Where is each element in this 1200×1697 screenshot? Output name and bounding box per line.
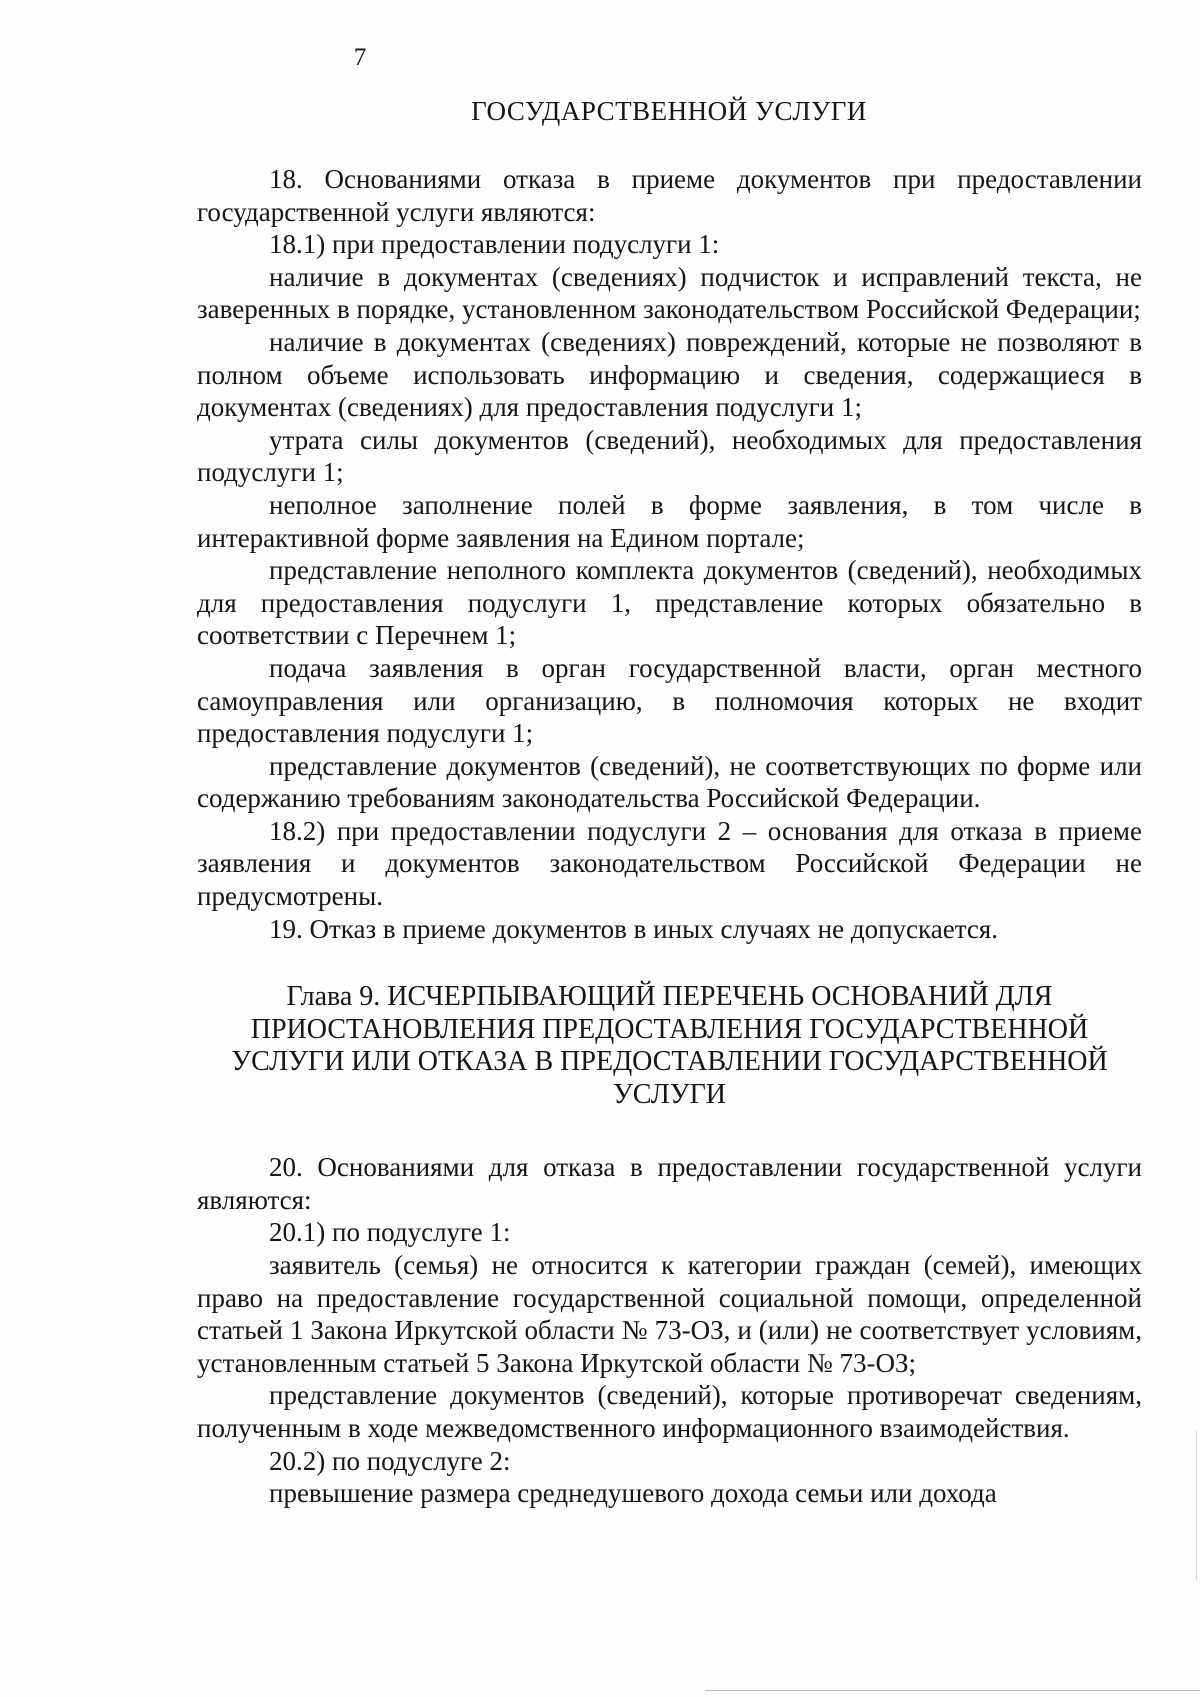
paragraph-19: 19. Отказ в приеме документов в иных случаях не допускается. bbox=[269, 913, 998, 944]
paragraph-18-1-item-4: неполное заполнение полей в форме заявления, в том числе в интерактивной форме заявления на Едином портале; bbox=[197, 489, 1142, 553]
section-title-continuation: ГОСУДАРСТВЕННОЙ УСЛУГИ bbox=[471, 96, 867, 126]
paragraph-18-1-item-6: подача заявления в орган государственной власти, орган местного самоуправления или организацию, в полномочия которых не входит предоставления подуслуги 1; bbox=[197, 652, 1142, 749]
paragraph-18-1-item-5: представление неполного комплекта документов (сведений), необходимых для предоставления подуслуги 1, представление которых обязательно в соответствии с Перечнем 1; bbox=[197, 555, 1142, 651]
paragraph-20-1: 20.1) по подуслуге 1: bbox=[269, 1217, 511, 1248]
page-number: 7 bbox=[353, 44, 367, 71]
paragraph-18-1-item-3: утрата силы документов (сведений), необходимых для предоставления подуслуги 1; bbox=[197, 424, 1142, 488]
paragraph-20-1-item-1: заявитель (семья) не относится к категории граждан (семей), имеющих право на предоставление государственной социальной помощи, определенной статьей 1 Закона Иркутской области № 73-ОЗ, и (или) не соответствует условиям, установленным статьей 5 Закона Иркутской области № 73-ОЗ; bbox=[197, 1250, 1142, 1378]
paragraph-20-2-item-1: превышение размера среднедушевого дохода семьи или дохода bbox=[269, 1478, 997, 1509]
scan-edge-line bbox=[705, 1690, 1200, 1691]
paragraph-20-2: 20.2) по подуслуге 2: bbox=[269, 1445, 511, 1476]
paragraph-18-1-item-1: наличие в документах (сведениях) подчисток и исправлений текста, не заверенных в порядке, установленном законодательством Российской Федерации; bbox=[197, 261, 1142, 325]
paragraph-18-1-item-7: представление документов (сведений), не соответствующих по форме или содержанию требованиям законодательства Российской Федерации. bbox=[197, 750, 1142, 814]
paragraph-18: 18. Основаниями отказа в приеме документов при предоставлении государственной услуги являются: bbox=[197, 164, 1142, 227]
paragraph-20-1-item-2: представление документов (сведений), которые противоречат сведениям, полученным в ходе межведомственного информационного взаимодействия. bbox=[197, 1380, 1142, 1443]
paragraph-18-1-item-2: наличие в документах (сведениях) повреждений, которые не позволяют в полном объеме использовать информацию и сведения, содержащиеся в документах (сведениях) для предоставления подуслуги 1; bbox=[197, 326, 1142, 423]
paragraph-20: 20. Основаниями для отказа в предоставлении государственной услуги являются: bbox=[197, 1152, 1142, 1215]
scan-edge-line-right bbox=[1196, 1430, 1197, 1580]
chapter-9-heading: Глава 9. ИСЧЕРПЫВАЮЩИЙ ПЕРЕЧЕНЬ ОСНОВАНИЙ ДЛЯ ПРИОСТАНОВЛЕНИЯ ПРЕДОСТАВЛЕНИЯ ГОСУДАРСТВЕННОЙ УСЛУГИ ИЛИ ОТКАЗА В ПРЕДОСТАВЛЕНИИ ГОСУДАРСТВЕННОЙ УСЛУГИ bbox=[231, 981, 1108, 1110]
document-body bbox=[197, 163, 1142, 1510]
paragraph-18-1: 18.1) при предоставлении подуслуги 1: bbox=[269, 229, 720, 260]
paragraph-18-2: 18.2) при предоставлении подуслуги 2 – основания для отказа в приеме заявления и документов законодательством Российской Федерации не предусмотрены. bbox=[197, 815, 1142, 912]
